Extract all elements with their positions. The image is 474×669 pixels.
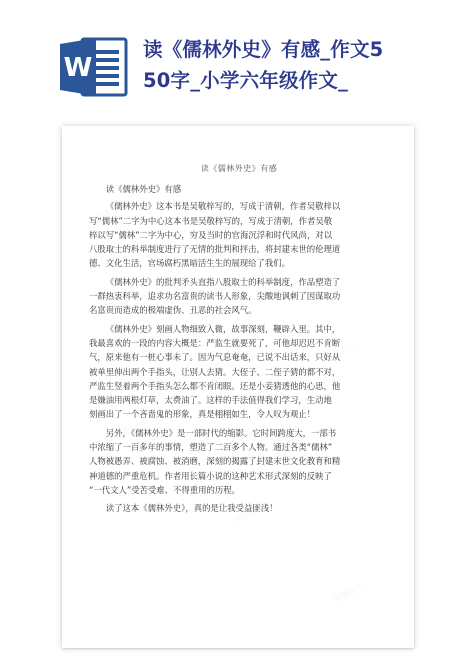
page-title-line-1: 读《儒林外史》有感_作文5 <box>143 38 384 61</box>
text-line: 人物被愚弄、被腐蚀、被消磨，深刻的揭露了封建末世文化教育和精 <box>89 456 341 467</box>
document-body <box>89 162 389 516</box>
text-line: 《儒林外史》这本书是吴敬梓写的，写成于清朝，作者吴敬梓以 <box>105 201 341 212</box>
text-line: 德、文化生活，官场腐朽黑暗活生生的展现给了我们。 <box>89 258 290 269</box>
header-banner <box>0 0 474 130</box>
page-title <box>143 34 463 96</box>
paragraph <box>89 426 389 497</box>
text-line: 刻画出了一个吝啬鬼的形象，真是栩栩如生，令人叹为观止！ <box>89 409 316 420</box>
text-line: 中浓缩了一百多年的事情，塑造了二百多个人物。通过各类“儒林” <box>89 442 333 453</box>
paragraph <box>89 322 389 421</box>
document-heading: 读《儒林外史》有感 <box>200 164 278 173</box>
text-line: 严监生竖着两个手指头怎么都不肯闭眼。还是小妾猜透他的心思，他 <box>89 380 341 391</box>
text-line: 一群热衷科举，追求功名富贵的读书人形象，尖酸地讽刺了因谋取功 <box>89 291 341 302</box>
watermark <box>331 579 369 606</box>
text-line: 气，原来他有一桩心事未了。因为气息奄奄，已说不出话来，只好从 <box>89 352 341 363</box>
page-title-line-2: 50字_小学六年级作文_ <box>143 69 349 92</box>
text-line: 我最喜欢的一段的内容大概是：严监生就要死了，可他却迟迟不肯断 <box>89 338 341 349</box>
text-line: 被单里伸出两个手指头，让别人去猜。大侄子、二侄子猜的都不对， <box>89 366 341 377</box>
text-line: 《儒林外史》的批判矛头直指八股取士的科举制度，作品塑造了 <box>105 276 341 287</box>
paragraph-title <box>89 182 389 196</box>
paragraph <box>89 275 389 318</box>
word-document-icon <box>58 36 130 98</box>
svg-text:W: W <box>63 53 93 83</box>
text-line: 《儒林外史》刻画人物细致入微，故事深刻，鞭辟入里。其中， <box>105 324 341 335</box>
text-line: 是嫌油用两根灯草，太费油了。这样的手法值得我们学习，生动地 <box>89 395 332 406</box>
text-line: 另外，《儒林外史》是一部时代的缩影。它时间跨度大，一部书 <box>105 427 337 438</box>
document-preview <box>62 126 414 648</box>
text-line: 名富贵而造成的极端虚伪、丑恶的社会风气。 <box>89 305 257 316</box>
text-line: 写“儒林”二字为中心这本书是吴敬梓写的，写成于清朝，作者吴敬 <box>89 215 333 226</box>
text-line: 读《儒林外史》有感 <box>105 184 182 195</box>
text-line: 读了这本《儒林外史》，真的是让我受益匪浅！ <box>105 503 278 514</box>
text-line: 神道德的严重危机。作者用长篇小说的这种艺术形式深刻的反映了 <box>89 470 332 481</box>
text-line: 八股取士的科举制度进行了无情的批判和抨击，将封建末世的伦理道 <box>89 244 341 255</box>
text-line: 梓以写“儒林”二字为中心，穷及当时的官海沉浮和时代风尚，对以 <box>89 229 333 240</box>
paragraph <box>89 501 389 515</box>
paragraph <box>89 199 389 270</box>
text-line: “一代文人”受苦受难、不得重用的历程。 <box>89 484 241 495</box>
